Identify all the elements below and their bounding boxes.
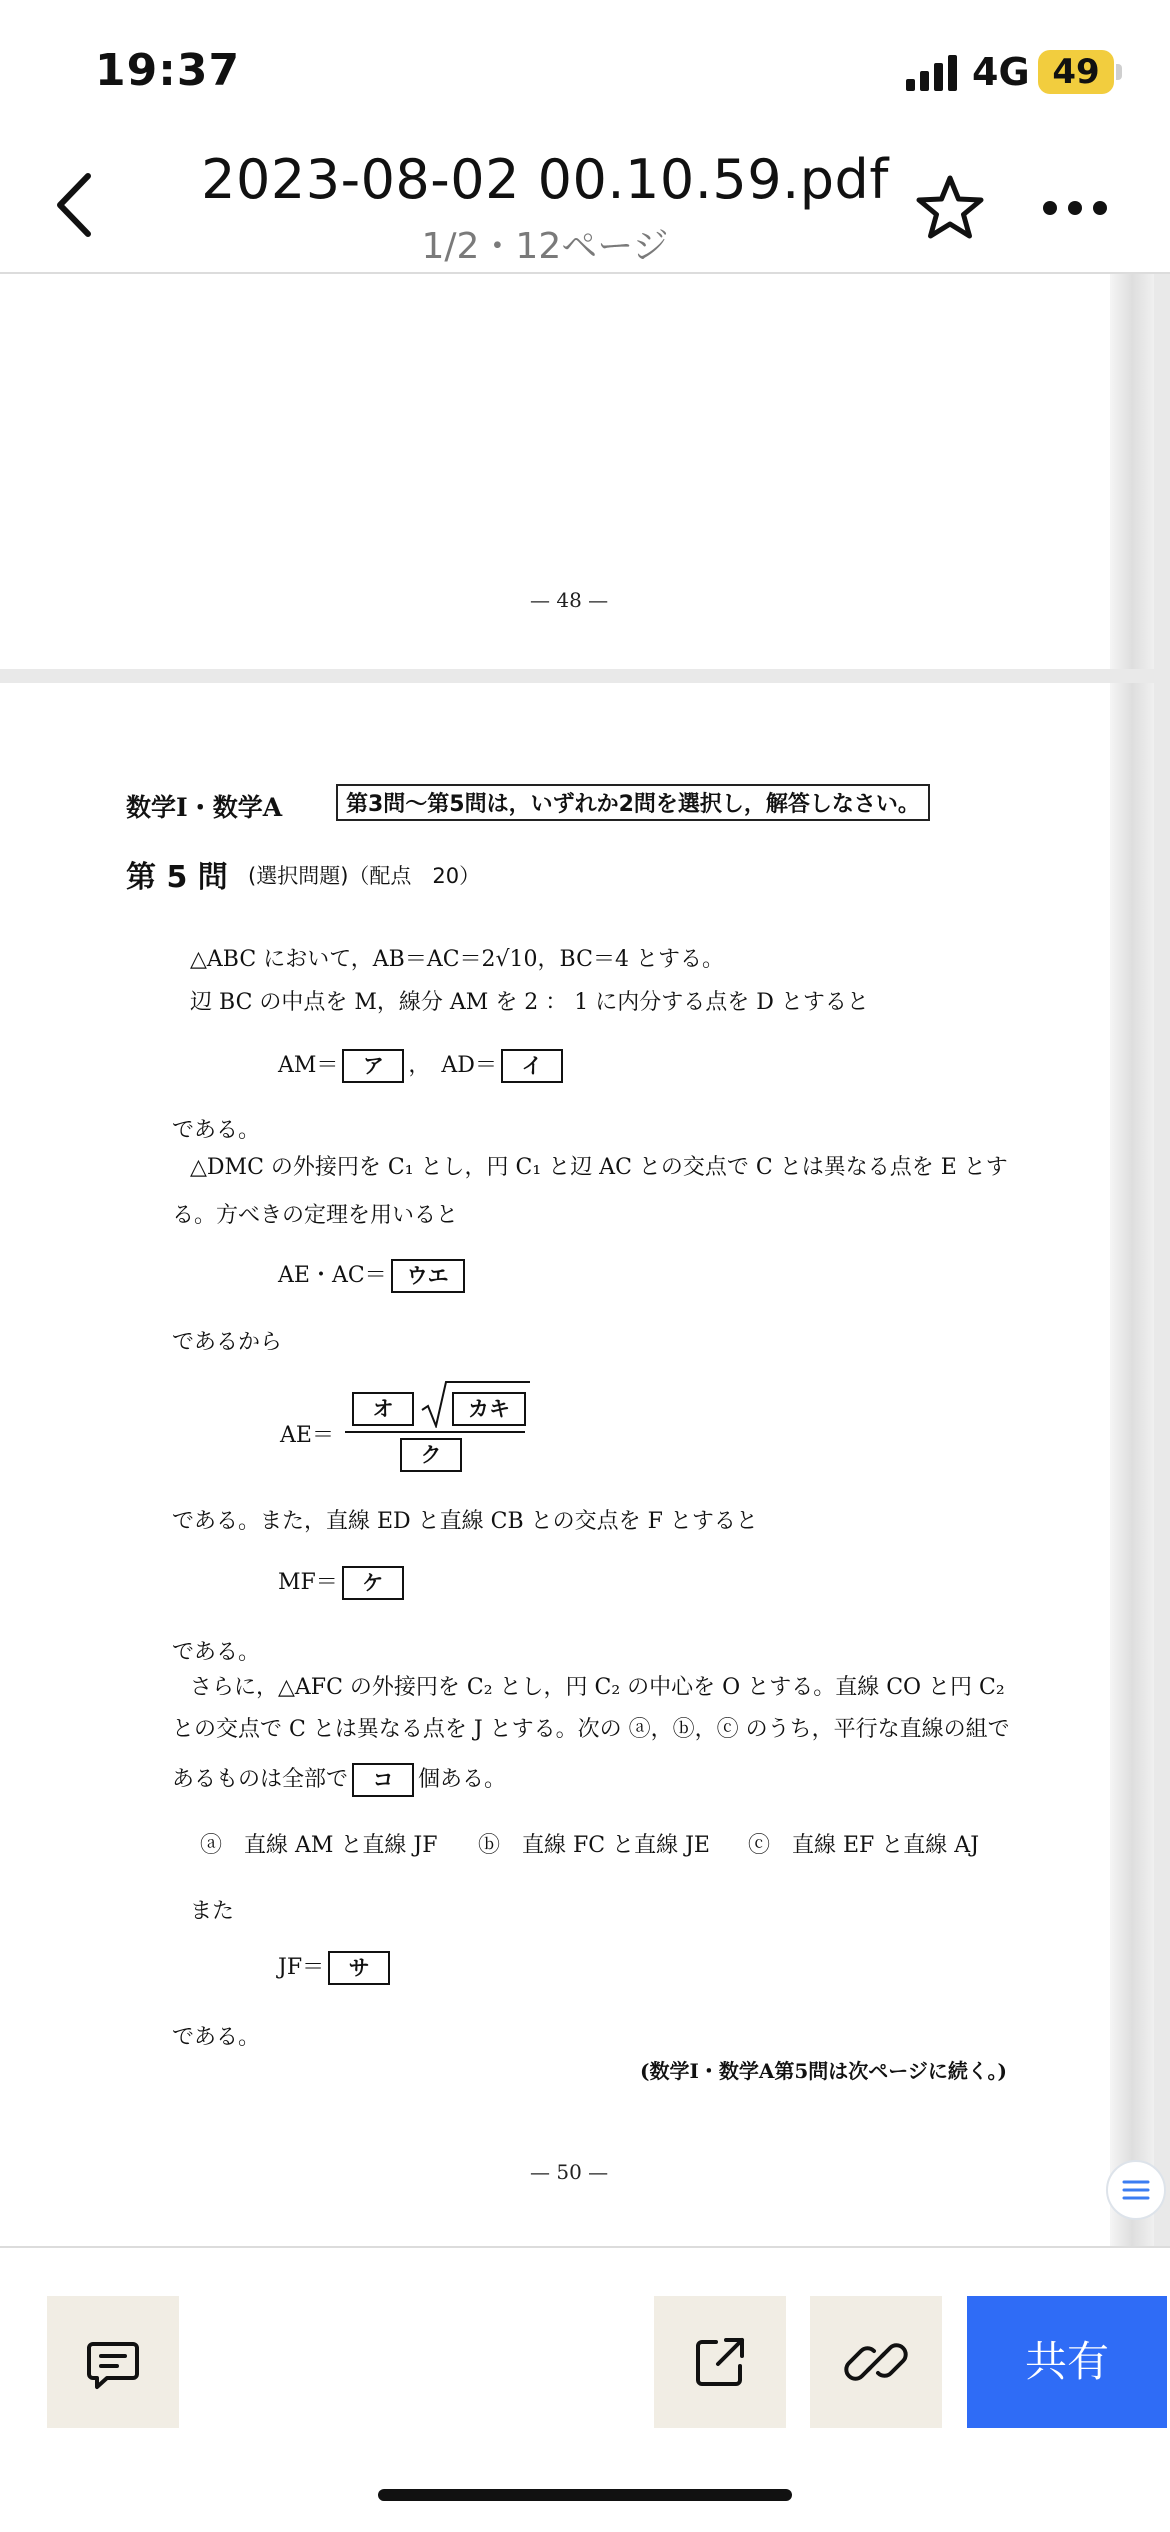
page-edge — [1110, 274, 1154, 669]
mf-line — [278, 1565, 408, 1600]
answer-box-a: ア — [342, 1049, 404, 1083]
mf-label: MF＝ — [278, 1570, 338, 1595]
problem-line-1: △ABC において，AB＝AC＝2√10，BC＝4 とする。 — [190, 947, 724, 972]
problem-line-13: である。 — [172, 2025, 261, 2050]
jf-label: JF＝ — [278, 1955, 325, 1980]
comment-button[interactable] — [47, 2296, 179, 2428]
question-points: (選択問題)（配点 20） — [248, 864, 481, 888]
problem-line-12: また — [190, 1899, 235, 1924]
toolbar-divider — [0, 2246, 1170, 2248]
problem-line-2: 辺 BC の中点を M，線分 AM を 2 ： 1 に内分する点を D とすると — [190, 990, 869, 1015]
am-label: AM＝ — [278, 1053, 339, 1078]
ae-label: AE＝ — [280, 1423, 334, 1448]
page-edge — [1110, 683, 1154, 2246]
problem-line-8: である。 — [172, 1640, 261, 1665]
network-label: 4G — [972, 50, 1030, 94]
open-external-icon — [654, 2296, 786, 2428]
answer-box-ke: ケ — [342, 1566, 404, 1600]
problem-line-6: であるから — [172, 1330, 283, 1355]
answer-box-ko: コ — [352, 1763, 414, 1797]
open-external-button[interactable] — [654, 2296, 786, 2428]
fraction-bar — [345, 1431, 525, 1433]
am-ad-line — [278, 1048, 567, 1083]
page-indicator: 1/2・12ページ — [421, 226, 669, 267]
answer-box-ku: ク — [400, 1438, 462, 1472]
ad-label: ， AD＝ — [408, 1053, 497, 1078]
more-icon[interactable] — [1040, 193, 1110, 223]
denominator — [396, 1438, 466, 1472]
option-b: ⓑ 直線 FC と直線 JE — [478, 1833, 710, 1858]
line-11-start: あるものは全部で — [172, 1767, 349, 1792]
answer-box-kaki: カキ — [452, 1392, 526, 1426]
problem-line-3: である。 — [172, 1118, 261, 1143]
problem-line-11 — [172, 1762, 506, 1797]
answer-box-ue: ウエ — [391, 1259, 465, 1293]
answer-box-i: イ — [501, 1049, 563, 1083]
page-number-50: — 50 — — [530, 2160, 609, 2184]
line-11-end: 個ある。 — [418, 1767, 507, 1792]
signal-icon — [906, 55, 960, 91]
battery-level: 49 — [1052, 52, 1100, 92]
radicand — [448, 1392, 530, 1426]
share-button[interactable]: 共有 — [967, 2296, 1167, 2428]
option-c: ⓒ 直線 EF と直線 AJ — [748, 1833, 980, 1858]
problem-line-5: る。方べきの定理を用いると — [172, 1203, 459, 1228]
star-icon[interactable] — [915, 173, 985, 243]
question-title: 第 5 問 — [126, 860, 228, 895]
problem-line-7: である。また，直線 ED と直線 CB との交点を F とすると — [172, 1509, 758, 1534]
link-icon — [810, 2296, 942, 2428]
back-chevron-icon[interactable] — [50, 170, 100, 240]
problem-line-4: △DMC の外接円を C₁ とし，円 C₁ と辺 AC との交点で C とは異なる点を E とす — [190, 1155, 1008, 1180]
status-time: 19:37 — [95, 45, 241, 96]
continuation-note: (数学Ⅰ・数学A第5問は次ページに続く。) — [640, 2059, 1007, 2083]
jf-line — [278, 1950, 394, 1985]
problem-line-9: さらに，△AFC の外接円を C₂ とし，円 C₂ の中心を O とする。直線 CO と円 C₂ — [190, 1675, 1005, 1700]
outline-button[interactable] — [1106, 2160, 1166, 2220]
document-title: 2023-08-02 00.10.59.pdf — [201, 148, 889, 211]
answer-box-o: オ — [352, 1392, 414, 1426]
page-number-48: — 48 — — [530, 588, 609, 612]
problem-line-10: との交点で C とは異なる点を J とする。次の ⓐ，ⓑ，ⓒ のうち，平行な直線の組で — [172, 1717, 1010, 1742]
link-button[interactable] — [810, 2296, 942, 2428]
instruction-box: 第3問〜第5問は，いずれか2問を選択し，解答しなさい。 — [336, 784, 930, 821]
numerator — [348, 1392, 418, 1426]
comment-icon — [47, 2296, 179, 2428]
battery-tip — [1116, 64, 1122, 80]
subject-heading: 数学Ⅰ・数学A — [126, 793, 283, 822]
pdf-page-50 — [0, 683, 1110, 2246]
aeac-line — [278, 1258, 469, 1293]
option-a: ⓐ 直線 AM と直線 JF — [200, 1833, 438, 1858]
home-indicator[interactable] — [378, 2489, 792, 2501]
answer-box-sa: サ — [328, 1951, 390, 1985]
aeac-label: AE・AC＝ — [278, 1263, 387, 1288]
list-icon — [1108, 2162, 1164, 2218]
